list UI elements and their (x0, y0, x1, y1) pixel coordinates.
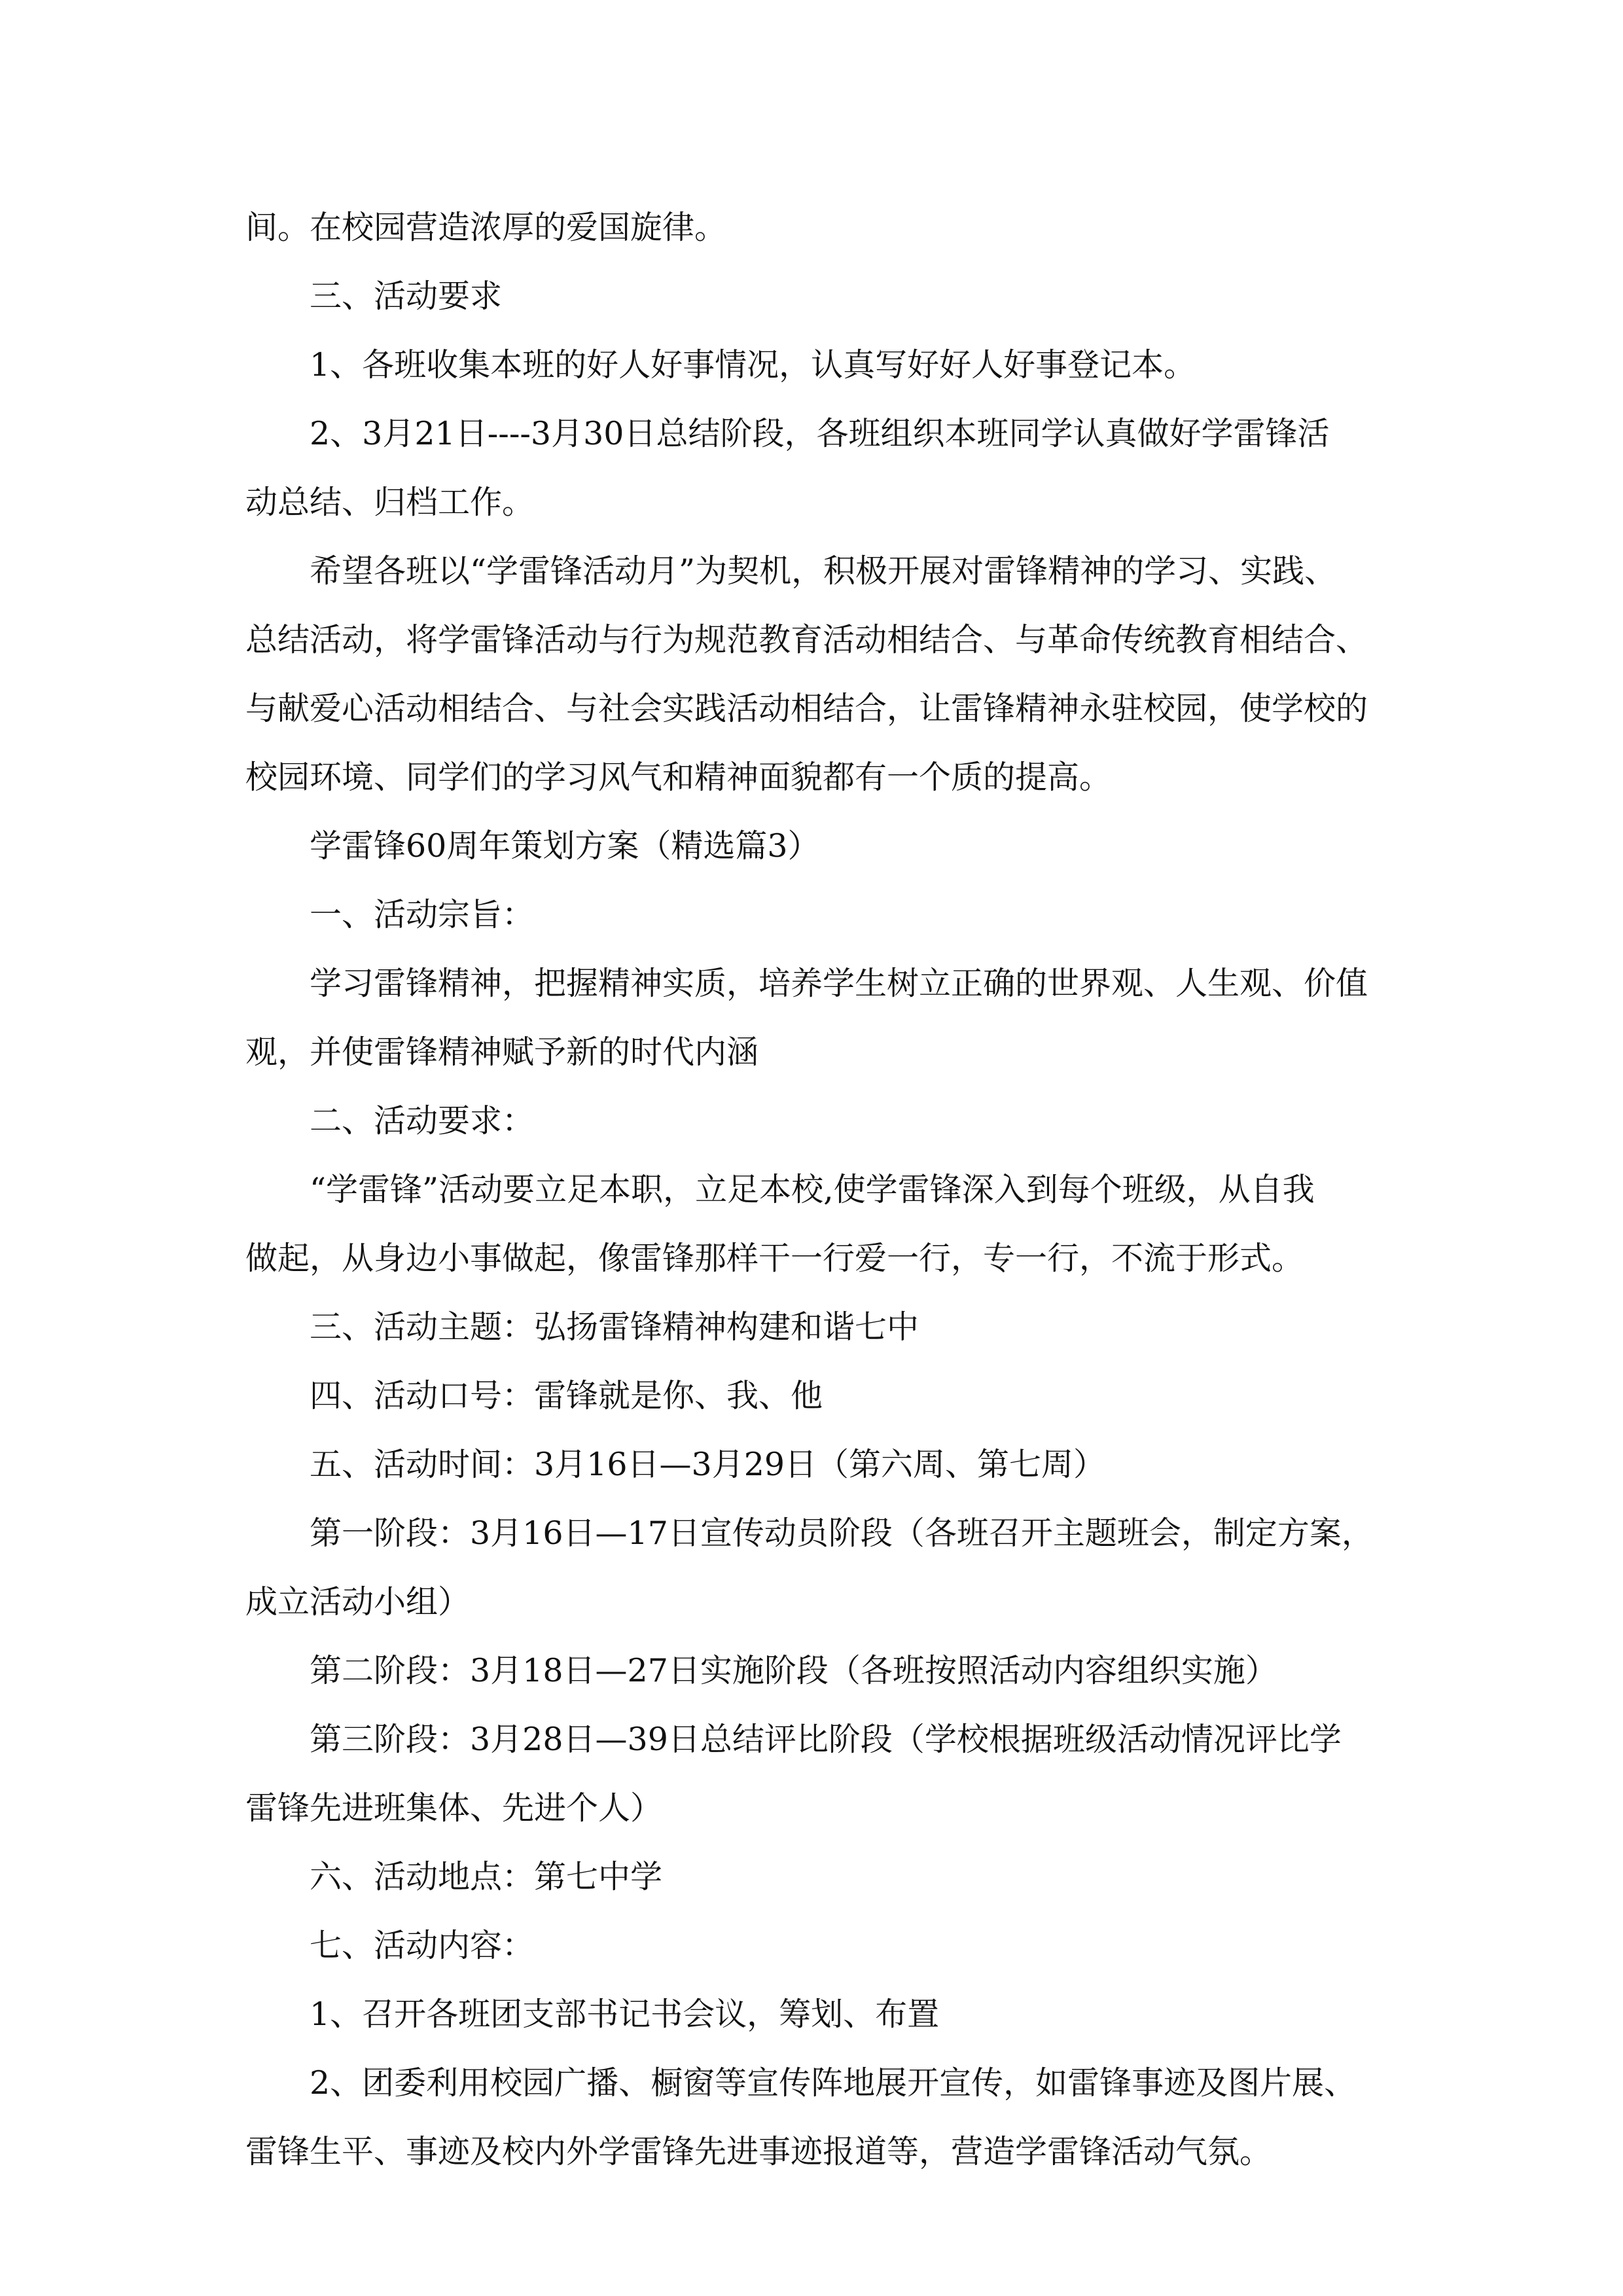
purpose-text-line-2: 观，并使雷锋精神赋予新的时代内涵 (245, 1033, 759, 1071)
closing-paragraph-line-1: 希望各班以“学雷锋活动月”为契机，积极开展对雷锋精神的学习、实践、 (310, 552, 1337, 590)
activity-location: 六、活动地点：第七中学 (310, 1858, 663, 1895)
requirement-item-1: 1、各班收集本班的好人好事情况，认真写好好人好事登记本。 (310, 346, 1196, 384)
text-line-continuation: 间。在校园营造浓厚的爱国旋律。 (245, 209, 727, 246)
closing-paragraph-line-3: 与献爱心活动相结合、与社会实践活动相结合，让雷锋精神永驻校园，使学校的 (245, 690, 1368, 727)
activity-theme: 三、活动主题：弘扬雷锋精神构建和谐七中 (310, 1308, 919, 1346)
section-heading-content: 七、活动内容： (310, 1927, 535, 1964)
content-item-2-line-2: 雷锋生平、事迹及校内外学雷锋先进事迹报道等，营造学雷锋活动气氛。 (245, 2133, 1272, 2170)
activity-requirements-line-2: 做起，从身边小事做起，像雷锋那样干一行爱一行，专一行，不流于形式。 (245, 1240, 1304, 1277)
plan-title: 学雷锋60周年策划方案（精选篇3） (310, 827, 820, 865)
stage-3-line-1: 第三阶段：3月28日—39日总结评比阶段（学校根据班级活动情况评比学 (310, 1721, 1342, 1758)
section-heading-requirements: 三、活动要求 (310, 278, 503, 315)
requirement-item-2: 2、3月21日----3月30日总结阶段，各班组织本班同学认真做好学雷锋活 (310, 415, 1330, 452)
activity-requirements-line-1: “学雷锋”活动要立足本职，立足本校,使学雷锋深入到每个班级，从自我 (310, 1171, 1315, 1208)
activity-slogan: 四、活动口号：雷锋就是你、我、他 (310, 1377, 823, 1414)
requirement-item-2-continued: 动总结、归档工作。 (245, 484, 535, 521)
stage-1-line-1: 第一阶段：3月16日—17日宣传动员阶段（各班召开主题班会，制定方案， (310, 1515, 1374, 1552)
content-item-1: 1、召开各班团支部书记书会议，筹划、布置 (310, 1996, 940, 2033)
section-heading-activity-requirements: 二、活动要求： (310, 1102, 535, 1139)
stage-2: 第二阶段：3月18日—27日实施阶段（各班按照活动内容组织实施） (310, 1652, 1277, 1689)
stage-3-line-2: 雷锋先进班集体、先进个人） (245, 1789, 663, 1827)
content-item-2-line-1: 2、团委利用校园广播、橱窗等宣传阵地展开宣传，如雷锋事迹及图片展、 (310, 2064, 1357, 2102)
closing-paragraph-line-2: 总结活动，将学雷锋活动与行为规范教育活动相结合、与革命传统教育相结合、 (245, 621, 1368, 658)
stage-1-line-2: 成立活动小组） (245, 1583, 471, 1621)
section-heading-purpose: 一、活动宗旨： (310, 896, 535, 933)
closing-paragraph-line-4: 校园环境、同学们的学习风气和精神面貌都有一个质的提高。 (245, 759, 1112, 796)
document-page (245, 193, 1384, 2186)
purpose-text-line-1: 学习雷锋精神，把握精神实质，培养学生树立正确的世界观、人生观、价值 (310, 965, 1368, 1002)
activity-time: 五、活动时间：3月16日—3月29日（第六周、第七周） (310, 1446, 1106, 1483)
